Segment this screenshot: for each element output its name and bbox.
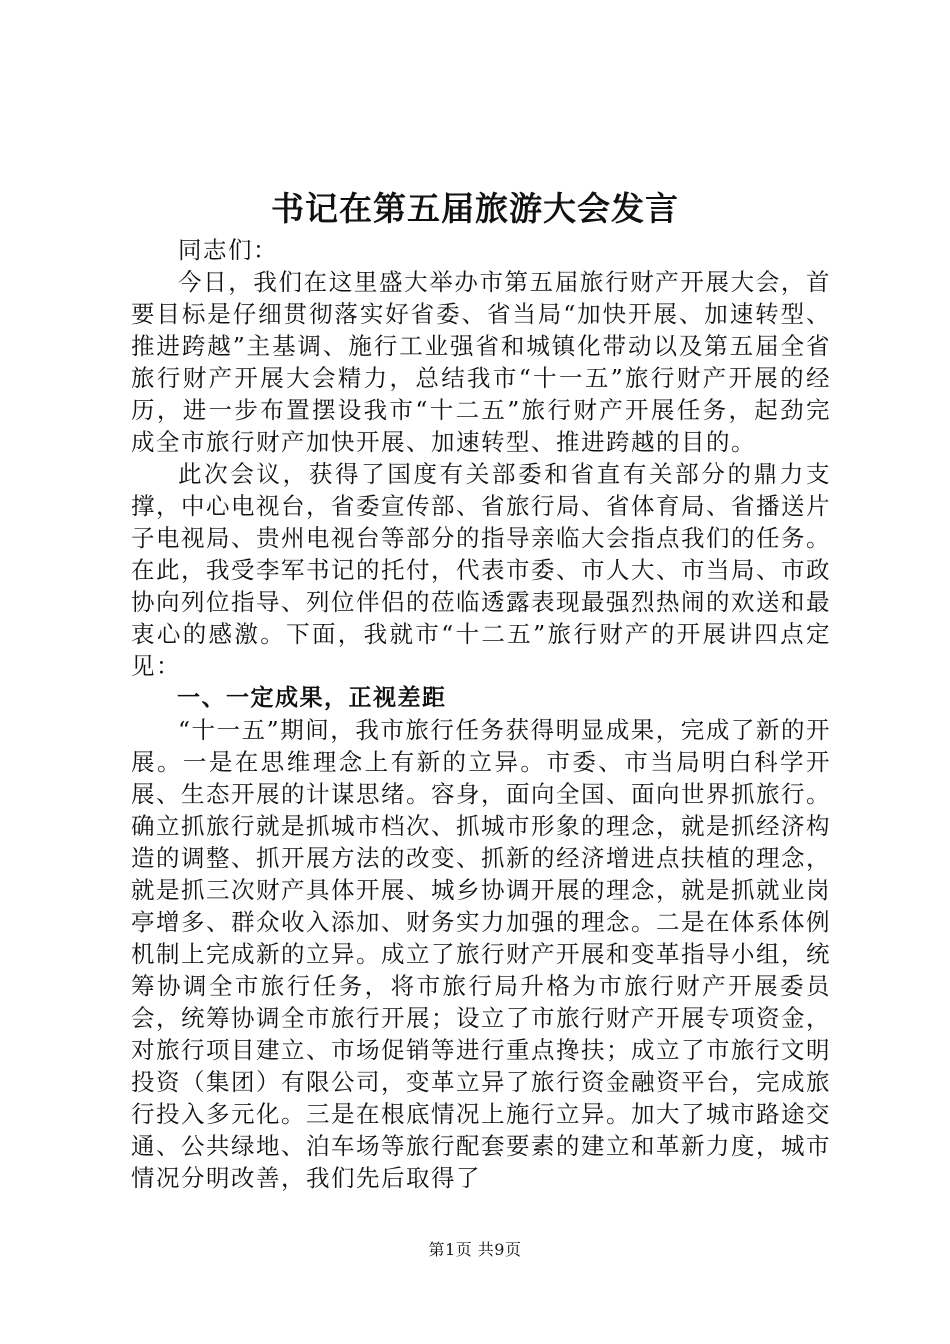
section-heading: 一、一定成果，正视差距 <box>177 685 447 711</box>
paragraph-achievements: “十一五”期间，我市旅行任务获得明显成果，完成了新的开展。一是在思维理念上有新的立异。市委、市当局明白科学开展、生态开展的计谋思绪。容身，面向全国、面向世界抓旅行。确立抓旅行就是抓城市档次、抓城市形象的理念，就是抓经济构造的调整、抓开展方法的改变、抓新的经济增进点扶植的理念，就是抓三次财产具体开展、城乡协调开展的理念，就是抓就业岗亭增多、群众收入添加、财务实力加强的理念。二是在体系体例机制上完成新的立异。成立了旅行财产开展和变革指导小组，统筹协调全市旅行任务，将市旅行局升格为市旅行财产开展委员会，统筹协调全市旅行开展；设立了市旅行财产开展专项资金，对旅行项目建立、市场促销等进行重点搀扶；成立了市旅行文明投资（集团）有限公司，变革立异了旅行资金融资平台，完成旅行投入多元化。三是在根底情况上施行立异。加大了城市路途交通、公共绿地、泊车场等旅行配套要素的建立和革新力度，城市情况分明改善，我们先后取得了 <box>131 716 831 1192</box>
salutation: 同志们： <box>178 236 278 264</box>
document-body <box>131 234 831 1194</box>
paragraph-meeting: 此次会议，获得了国度有关部委和省直有关部分的鼎力支撑，中心电视台，省委宣传部、省旅行局、省体育局、省播送片子电视局、贵州电视台等部分的指导亲临大会指点我们的任务。在此，我受李军书记的托付，代表市委、市人大、市当局、市政协向列位指导、列位伴侣的莅临透露表现最强烈热闹的欢送和最衷心的感激。下面，我就市“十二五”旅行财产的开展讲四点定见： <box>131 460 831 680</box>
page-number-footer: 第1页 共9页 <box>428 1240 522 1259</box>
document-title: 书记在第五届旅游大会发言 <box>271 189 679 228</box>
paragraph-opening: 今日，我们在这里盛大举办市第五届旅行财产开展大会，首要目标是仔细贯彻落实好省委、省当局“加快开展、加速转型、推进跨越”主基调、施行工业强省和城镇化带动以及第五届全省旅行财产开展大会精力，总结我市“十一五”旅行财产开展的经历，进一步布置摆设我市“十二五”旅行财产开展任务，起劲完成全市旅行财产加快开展、加速转型、推进跨越的目的。 <box>131 268 831 456</box>
